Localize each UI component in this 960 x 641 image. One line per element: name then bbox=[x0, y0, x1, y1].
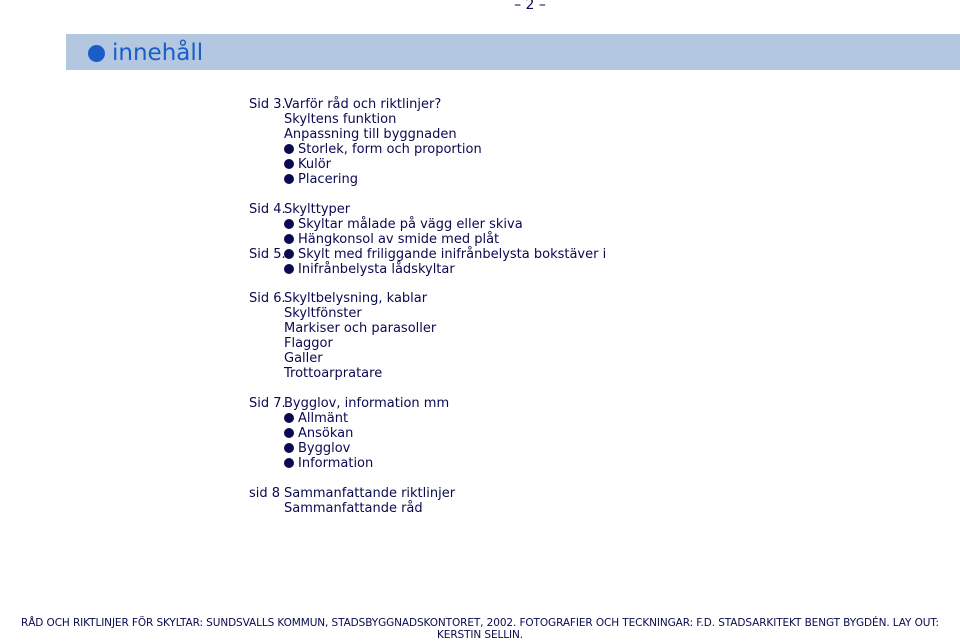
toc-heading: Varför råd och riktlinjer? bbox=[284, 97, 442, 112]
page-label: Sid 7. bbox=[249, 396, 286, 411]
toc-item-text: Sammanfattande råd bbox=[284, 501, 423, 516]
toc-item-text: Bygglov bbox=[298, 441, 351, 456]
toc-item-text: Anpassning till byggnaden bbox=[284, 127, 457, 142]
toc-item-text: Skyltens funktion bbox=[284, 112, 397, 127]
bullet-icon bbox=[284, 413, 294, 423]
toc-heading: Skylttyper bbox=[284, 202, 351, 217]
toc-item-text: Skylt med friliggande inifrånbelysta bokstäver i bbox=[298, 247, 607, 262]
toc-item-text: Kulör bbox=[298, 157, 332, 172]
toc-subheading bbox=[249, 112, 606, 127]
toc-item-text: Flaggor bbox=[284, 336, 333, 351]
toc-item-text: Trottoarpratare bbox=[284, 366, 383, 381]
toc-entry-page-5 bbox=[249, 247, 606, 262]
bullet-icon bbox=[284, 234, 294, 244]
page-label: Sid 6. bbox=[249, 291, 286, 306]
toc-item-text: Hängkonsol av smide med plåt bbox=[298, 232, 500, 247]
toc-entry-page-8 bbox=[249, 486, 606, 501]
toc-subheading bbox=[249, 127, 606, 142]
bullet-icon bbox=[284, 458, 294, 468]
toc-bullet-item bbox=[249, 142, 606, 157]
page-label: Sid 3. bbox=[249, 97, 286, 112]
toc-subheading bbox=[249, 321, 606, 336]
bullet-icon bbox=[284, 443, 294, 453]
toc-item-text: Storlek, form och proportion bbox=[298, 142, 482, 157]
toc-subheading bbox=[249, 336, 606, 351]
toc-item-text: Allmänt bbox=[298, 411, 349, 426]
page-label: Sid 4. bbox=[249, 202, 286, 217]
toc-item-text: Skyltfönster bbox=[284, 306, 362, 321]
section-title-text: innehåll bbox=[112, 40, 204, 66]
toc-subheading bbox=[249, 501, 606, 516]
toc-subheading bbox=[249, 351, 606, 366]
toc-item-text: Information bbox=[298, 456, 374, 471]
toc-heading: Sammanfattande riktlinjer bbox=[284, 486, 456, 501]
toc-item-text: Ansökan bbox=[298, 426, 354, 441]
bullet-icon bbox=[284, 264, 294, 274]
toc-item-text: Markiser och parasoller bbox=[284, 321, 437, 336]
toc-entry-page-4 bbox=[249, 202, 606, 217]
toc-item-text: Skyltar målade på vägg eller skiva bbox=[298, 217, 523, 232]
toc-bullet-item bbox=[249, 232, 606, 247]
bullet-icon bbox=[284, 219, 294, 229]
bullet-icon bbox=[284, 428, 294, 438]
toc-heading: Skyltbelysning, kablar bbox=[284, 291, 428, 306]
toc-item-text: Galler bbox=[284, 351, 323, 366]
toc-item-text: Inifrånbelysta lådskyltar bbox=[298, 262, 455, 277]
toc-entry-page-7 bbox=[249, 396, 606, 411]
toc-bullet-item bbox=[249, 441, 606, 456]
toc-entry-page-6 bbox=[249, 291, 606, 306]
toc-item-text: Placering bbox=[298, 172, 359, 187]
page-label: sid 8 bbox=[249, 486, 281, 501]
toc-subheading bbox=[249, 306, 606, 321]
toc-entry-page-3 bbox=[249, 97, 606, 112]
section-title bbox=[88, 38, 203, 68]
toc-bullet-item bbox=[249, 172, 606, 187]
bullet-icon bbox=[284, 174, 294, 184]
toc-heading: Bygglov, information mm bbox=[284, 396, 450, 411]
toc-bullet-item bbox=[249, 426, 606, 441]
bullet-icon bbox=[284, 159, 294, 169]
toc-bullet-item bbox=[249, 157, 606, 172]
toc-bullet-item bbox=[249, 262, 606, 277]
footer-credits: RÅD OCH RIKTLINJER FÖR SKYLTAR: SUNDSVALLS KOMMUN, STADSBYGGNADSKONTORET, 2002. FOTOGRAFIER OCH TECKNINGAR: F.D. STADSARKITEKT BENGT BYGDÉN. LAY OUT: KERSTIN SELLIN. bbox=[21, 617, 939, 641]
bullet-icon bbox=[284, 144, 294, 154]
toc-subheading bbox=[249, 366, 606, 381]
page-number: – 2 – bbox=[514, 0, 546, 13]
table-of-contents bbox=[249, 97, 606, 516]
toc-bullet-item bbox=[249, 456, 606, 471]
toc-bullet-item bbox=[249, 217, 606, 232]
toc-bullet-item bbox=[249, 411, 606, 426]
page-label: Sid 5. bbox=[249, 247, 286, 262]
bullet-icon bbox=[88, 45, 105, 62]
